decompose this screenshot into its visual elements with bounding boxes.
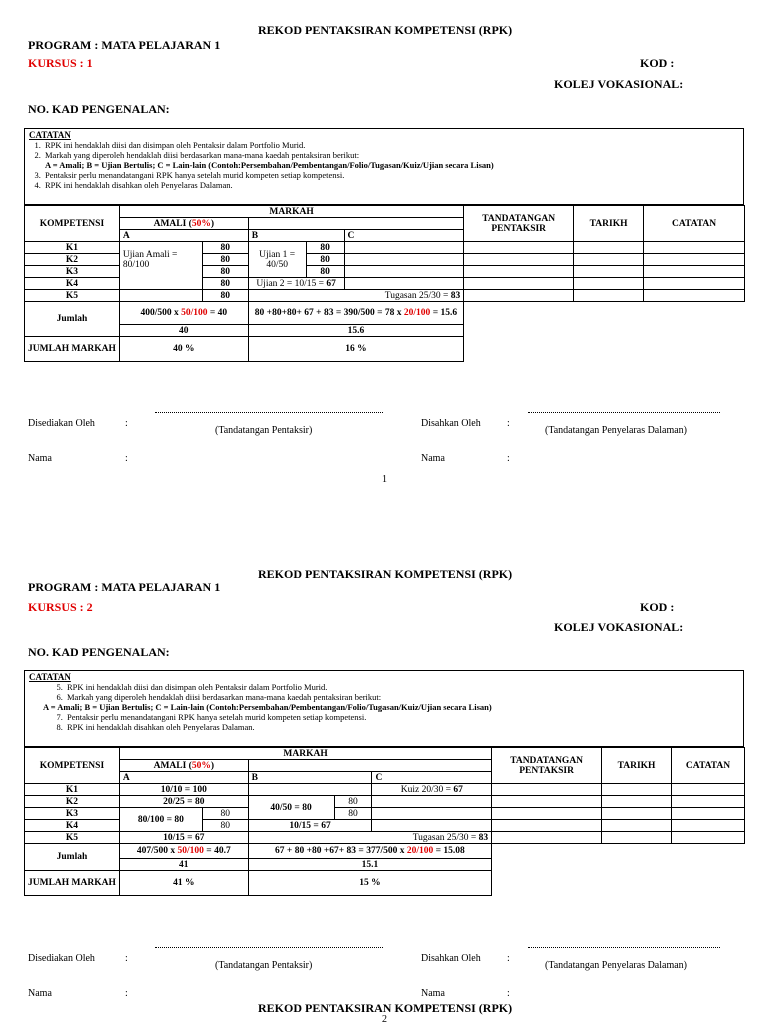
- signature-line-penyelaras[interactable]: [528, 412, 720, 413]
- b-ujian-1: Ujian 1 = 40/50: [248, 242, 306, 278]
- col-a-header: A: [119, 230, 248, 242]
- kolej-label: KOLEJ VOKASIONAL:: [554, 620, 684, 634]
- note-item: 2. Markah yang diperoleh hendaklah diisi berdasarkan mana-mana kaedah pentaksiran berikut: A = Amali; B = Ujian Bertulis; C = Lain-lain (Contoh:Persembahan/Pembentangan/Folio/Tugasan/Kuiz/Ujian secara Lisan): [43, 150, 739, 170]
- remark-cell[interactable]: [672, 808, 745, 820]
- marks-table: [24, 205, 745, 362]
- table-row: K2 20/25 = 80 40/50 = 80 80: [25, 796, 745, 808]
- col-b-header: B: [248, 772, 372, 784]
- amali-header: AMALI (50%): [119, 218, 248, 230]
- subtotal-bc: 15.6: [248, 325, 464, 337]
- kod-label: KOD :: [640, 56, 675, 70]
- signature-cell[interactable]: [492, 808, 602, 820]
- table-row: K3 80 80: [25, 266, 745, 278]
- col-c-header: C: [372, 772, 492, 784]
- tt-pentaksir-caption: (Tandatangan Pentaksir): [215, 425, 313, 436]
- catatan-header: CATATAN: [672, 748, 745, 784]
- disahkan-label: Disahkan Oleh: [421, 418, 481, 429]
- tt-penyelaras-caption: (Tandatangan Penyelaras Dalaman): [545, 960, 688, 971]
- col-a-header: A: [119, 772, 248, 784]
- kompetensi-header: KOMPETENSI: [25, 748, 120, 784]
- c-kuiz: Kuiz 20/30 = 67: [372, 784, 492, 796]
- kolej-label: KOLEJ VOKASIONAL:: [554, 77, 684, 91]
- notes-title: CATATAN: [29, 130, 71, 140]
- nama-label: Nama: [421, 988, 445, 999]
- disediakan-label: Disediakan Oleh: [28, 418, 95, 429]
- table-row: K1 Ujian Amali = 80/100 80 Ujian 1 = 40/50 80: [25, 242, 745, 254]
- jumlah-a: 407/500 x 50/100 = 40.7: [119, 844, 248, 859]
- jumlah-row: Jumlah 407/500 x 50/100 = 40.7 67 + 80 +80 +67+ 83 = 377/500 x 20/100 = 15.08: [25, 844, 745, 859]
- note-item: 1. RPK ini hendaklah diisi dan disimpan oleh Pentaksir dalam Portfolio Murid.: [43, 140, 739, 150]
- subtotal-bc: 15.1: [248, 859, 492, 871]
- date-cell[interactable]: [574, 278, 644, 290]
- jumlah-bc: 67 + 80 +80 +67+ 83 = 377/500 x 20/100 = 15.08: [248, 844, 492, 859]
- program-label: PROGRAM : MATA PELAJARAN 1: [28, 580, 221, 594]
- date-cell[interactable]: [602, 820, 672, 832]
- signature-cell[interactable]: [492, 796, 602, 808]
- jumlah-markah-row: JUMLAH MARKAH 40 % 16 %: [25, 337, 745, 362]
- note-item: 8. RPK ini hendaklah disahkan oleh Penyelaras Dalaman.: [65, 722, 739, 732]
- jumlah-markah-a: 41 %: [119, 871, 248, 896]
- jumlah-row: Jumlah 400/500 x 50/100 = 40 80 +80+80+ 67 + 83 = 390/500 = 78 x 20/100 = 15.6: [25, 302, 745, 325]
- signature-cell[interactable]: [492, 820, 602, 832]
- a-ujian-amali: Ujian Amali = 80/100: [119, 242, 202, 290]
- bc-header-blank: [248, 760, 492, 772]
- table-row: K3 80/100 = 80 80 80: [25, 808, 745, 820]
- date-cell[interactable]: [574, 242, 644, 254]
- remark-cell[interactable]: [672, 796, 745, 808]
- subtotal-a: 41: [119, 859, 248, 871]
- remark-cell[interactable]: [672, 820, 745, 832]
- page-number: 2: [382, 1014, 387, 1025]
- note-item: 6. Markah yang diperoleh hendaklah diisi berdasarkan mana-mana kaedah pentaksiran berikut:: [65, 692, 739, 702]
- page-title: REKOD PENTAKSIRAN KOMPETENSI (RPK): [258, 567, 513, 581]
- remark-cell[interactable]: [644, 266, 745, 278]
- a-amali: 80/100 = 80: [119, 808, 202, 832]
- date-cell[interactable]: [574, 254, 644, 266]
- marks-table: [24, 747, 745, 896]
- nama-label: Nama: [28, 453, 52, 464]
- table-row: K2 80 80: [25, 254, 745, 266]
- c-tugasan: Tugasan 25/30 = 83: [248, 290, 464, 302]
- tt-penyelaras-caption: (Tandatangan Penyelaras Dalaman): [545, 425, 688, 436]
- jumlah-bc: 80 +80+80+ 67 + 83 = 390/500 = 78 x 20/100 = 15.6: [248, 302, 464, 325]
- table-row: K5 80 Tugasan 25/30 = 83: [25, 290, 745, 302]
- kursus-label: KURSUS : 1: [28, 56, 93, 70]
- method-legend: A = Amali; B = Ujian Bertulis; C = Lain-lain (Contoh:Persembahan/Pembentangan/Folio/Tugasan/Kuiz/Ujian secara Lisan): [43, 702, 492, 712]
- signature-line-pentaksir[interactable]: [155, 947, 383, 948]
- table-row: K4 80 Ujian 2 = 10/15 = 67: [25, 278, 745, 290]
- remark-cell[interactable]: [644, 254, 745, 266]
- jumlah-a: 400/500 x 50/100 = 40: [119, 302, 248, 325]
- date-cell[interactable]: [602, 784, 672, 796]
- catatan-header: CATATAN: [644, 206, 745, 242]
- signature-line-penyelaras[interactable]: [528, 947, 720, 948]
- tarikh-header: TARIKH: [602, 748, 672, 784]
- signature-cell[interactable]: [464, 290, 574, 302]
- nama-label: Nama: [28, 988, 52, 999]
- next-page-title: REKOD PENTAKSIRAN KOMPETENSI (RPK): [258, 1001, 513, 1015]
- subtotal-a: 40: [119, 325, 248, 337]
- date-cell[interactable]: [602, 832, 672, 844]
- tandatangan-header: TANDATANGAN PENTAKSIR: [464, 206, 574, 242]
- jumlah-markah-a: 40 %: [119, 337, 248, 362]
- signature-cell[interactable]: [464, 278, 574, 290]
- jumlah-markah-bc: 16 %: [248, 337, 464, 362]
- remark-cell[interactable]: [644, 242, 745, 254]
- note-item: 3. Pentaksir perlu menandatangani RPK hanya setelah murid kompeten setiap kompetensi.: [43, 170, 739, 180]
- nama-label: Nama: [421, 453, 445, 464]
- date-cell[interactable]: [602, 808, 672, 820]
- signature-cell[interactable]: [492, 832, 602, 844]
- disediakan-label: Disediakan Oleh: [28, 953, 95, 964]
- bc-header-blank: [248, 218, 464, 230]
- date-cell[interactable]: [574, 266, 644, 278]
- markah-header: MARKAH: [119, 748, 491, 760]
- program-label: PROGRAM : MATA PELAJARAN 1: [28, 38, 221, 52]
- date-cell[interactable]: [602, 796, 672, 808]
- jumlah-markah-row: JUMLAH MARKAH 41 % 15 %: [25, 871, 745, 896]
- note-item: 5. RPK ini hendaklah diisi dan disimpan oleh Pentaksir dalam Portfolio Murid.: [65, 682, 739, 692]
- page-number: 1: [382, 474, 387, 485]
- signature-cell[interactable]: [492, 784, 602, 796]
- remark-cell[interactable]: [672, 832, 745, 844]
- signature-cell[interactable]: [464, 254, 574, 266]
- kod-label: KOD :: [640, 600, 675, 614]
- remark-cell[interactable]: [644, 278, 745, 290]
- no-kad-label: NO. KAD PENGENALAN:: [28, 645, 170, 659]
- no-kad-label: NO. KAD PENGENALAN:: [28, 102, 170, 116]
- jumlah-markah-bc: 15 %: [248, 871, 492, 896]
- kompetensi-header: KOMPETENSI: [25, 206, 120, 242]
- tandatangan-header: TANDATANGAN PENTAKSIR: [492, 748, 602, 784]
- method-legend: A = Amali; B = Ujian Bertulis; C = Lain-lain (Contoh:Persembahan/Pembentangan/Folio/Tugasan/Kuiz/Ujian secara Lisan): [45, 160, 494, 170]
- tt-pentaksir-caption: (Tandatangan Pentaksir): [215, 960, 313, 971]
- tarikh-header: TARIKH: [574, 206, 644, 242]
- table-row: K1 10/10 = 100 Kuiz 20/30 = 67: [25, 784, 745, 796]
- signature-line-pentaksir[interactable]: [155, 412, 383, 413]
- page-title: REKOD PENTAKSIRAN KOMPETENSI (RPK): [258, 23, 513, 37]
- notes-box: [24, 128, 744, 205]
- note-item: 4. RPK ini hendaklah disahkan oleh Penyelaras Dalaman.: [43, 180, 739, 190]
- b-ujian-2: Ujian 2 = 10/15 = 67: [248, 278, 344, 290]
- remark-cell[interactable]: [644, 290, 745, 302]
- table-row: K4 80 10/15 = 67: [25, 820, 745, 832]
- notes-title: CATATAN: [29, 672, 71, 682]
- col-c-header: C: [344, 230, 464, 242]
- signature-cell[interactable]: [464, 242, 574, 254]
- markah-header: MARKAH: [119, 206, 463, 218]
- amali-header: AMALI (50%): [119, 760, 248, 772]
- b-ujian: 40/50 = 80: [248, 796, 334, 820]
- signature-cell[interactable]: [464, 266, 574, 278]
- date-cell[interactable]: [574, 290, 644, 302]
- col-b-header: B: [248, 230, 344, 242]
- table-row: K5 10/15 = 67 Tugasan 25/30 = 83: [25, 832, 745, 844]
- disahkan-label: Disahkan Oleh: [421, 953, 481, 964]
- note-item: 7. Pentaksir perlu menandatangani RPK hanya setelah murid kompeten setiap kompetensi.: [65, 712, 739, 722]
- kursus-label: KURSUS : 2: [28, 600, 93, 614]
- c-tugasan: Tugasan 25/30 = 83: [248, 832, 492, 844]
- remark-cell[interactable]: [672, 784, 745, 796]
- notes-box: [24, 670, 744, 747]
